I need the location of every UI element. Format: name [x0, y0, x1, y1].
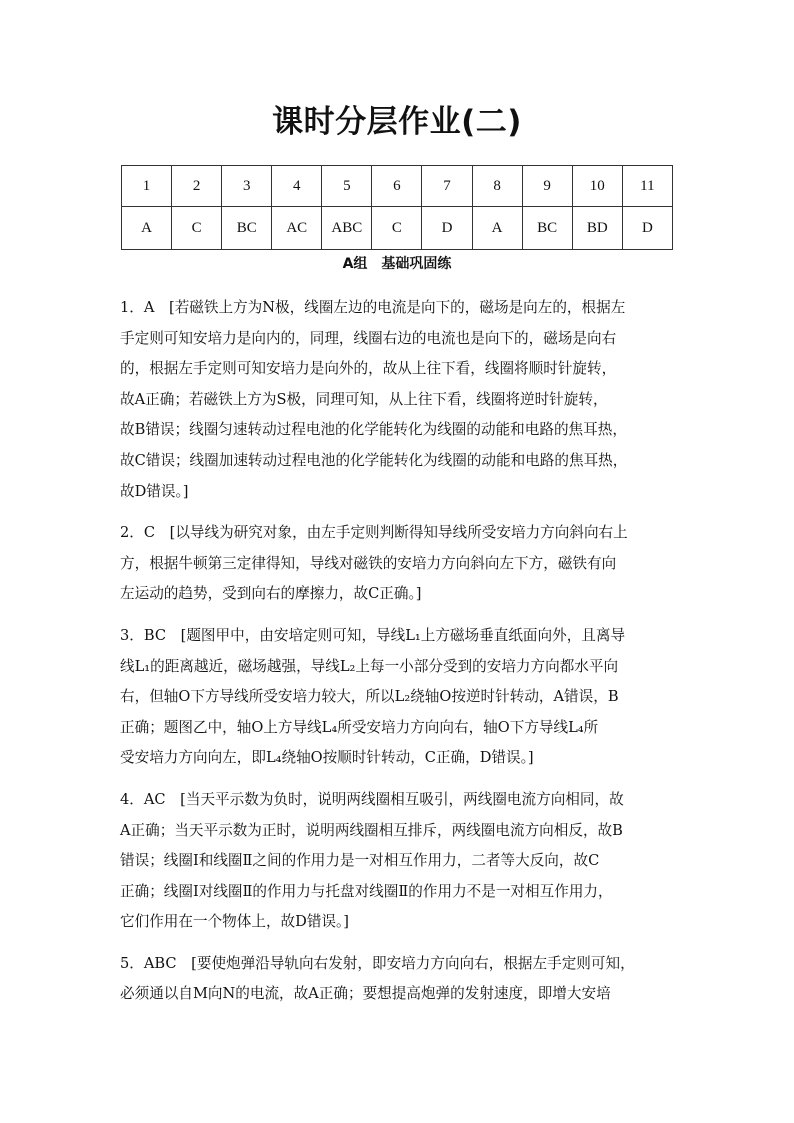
question-number: 1: [122, 166, 172, 207]
question-number: 3: [222, 166, 272, 207]
solution-line: 它们作用在一个物体上，故D错误。]: [120, 913, 350, 931]
solution-line: 5．ABC [要使炮弹沿导轨向右发射，即安培力方向向右，根据左手定则可知，: [120, 954, 635, 972]
question-number: 8: [472, 166, 522, 207]
answer-cell: C: [372, 207, 422, 250]
section-heading: A组 基础巩固练: [342, 256, 452, 272]
solution-item-5: [120, 949, 695, 1010]
solution-item-1: [120, 293, 695, 507]
question-number: 2: [172, 166, 222, 207]
question-number: 7: [422, 166, 472, 207]
solution-line: 故C错误；线圈加速转动过程电池的化学能转化为线圈的动能和电路的焦耳热，: [120, 451, 628, 469]
solution-line: 正确；线圈Ⅰ对线圈Ⅱ的作用力与托盘对线圈Ⅱ的作用力不是一对相互作用力，: [120, 882, 613, 900]
solution-item-2: [120, 518, 695, 610]
solutions-body: [120, 293, 695, 1010]
solution-line: 手定则可知安培力是向内的，同理，线圈右边的电流也是向下的，磁场是向右: [120, 329, 617, 347]
solution-item-3: [120, 621, 695, 774]
solution-line: 错误；线圈Ⅰ和线圈Ⅱ之间的作用力是一对相互作用力，二者等大反向，故C: [120, 852, 600, 870]
solution-line: 线L₁的距离越近，磁场越强，导线L₂上每一小部分受到的安培力方向都水平向: [120, 657, 619, 675]
answer-table-answer-row: [122, 207, 673, 250]
question-number: 11: [622, 166, 672, 207]
question-number: 4: [272, 166, 322, 207]
answer-table: [121, 165, 673, 250]
solution-line: 正确；题图乙中，轴O上方导线L₄所受安培力方向向右，轴O下方导线L₄所: [120, 718, 599, 736]
solution-line: A正确；当天平示数为正时，说明两线圈相互排斥，两线圈电流方向相反，故B: [120, 821, 623, 839]
answer-cell: BC: [222, 207, 272, 250]
answer-cell: ABC: [322, 207, 372, 250]
solution-line: 故D错误。]: [120, 482, 189, 500]
answer-cell: AC: [272, 207, 322, 250]
answer-table-number-row: [122, 166, 673, 207]
question-number: 5: [322, 166, 372, 207]
question-number: 10: [572, 166, 622, 207]
answer-cell: A: [472, 207, 522, 250]
page-title: 课时分层作业(二): [272, 104, 522, 140]
solution-line: 左运动的趋势，受到向右的摩擦力，故C正确。]: [120, 585, 422, 603]
solution-line: 方，根据牛顿第三定律得知，导线对磁铁的安培力方向斜向左下方，磁铁有向: [120, 554, 617, 572]
answer-cell: BD: [572, 207, 622, 250]
solution-line: 右，但轴O下方导线所受安培力较大，所以L₂绕轴O按逆时针转动，A错误，B: [120, 688, 619, 706]
answer-cell: C: [172, 207, 222, 250]
solution-line: 故A正确；若磁铁上方为S极，同理可知，从上往下看，线圈将逆时针旋转，: [120, 390, 608, 408]
answer-cell: D: [422, 207, 472, 250]
solution-line: 3．BC [题图甲中，由安培定则可知，导线L₁上方磁场垂直纸面向外，且离导: [120, 626, 626, 644]
solution-line: 必须通以自M向N的电流，故A正确；要想提高炮弹的发射速度，即增大安培: [120, 985, 611, 1003]
solution-line: 2．C [以导线为研究对象，由左手定则判断得知导线所受安培力方向斜向右上: [120, 524, 628, 542]
answer-cell: D: [622, 207, 672, 250]
solution-line: 故B错误；线圈匀速转动过程电池的化学能转化为线圈的动能和电路的焦耳热，: [120, 421, 627, 439]
answer-cell: A: [122, 207, 172, 250]
solution-line: 1．A [若磁铁上方为N极，线圈左边的电流是向下的，磁场是向左的，根据左: [120, 299, 626, 316]
solution-line: 4．AC [当天平示数为负时，说明两线圈相互吸引，两线圈电流方向相同，故: [120, 790, 624, 808]
solution-line: 受安培力方向向左，即L₄绕轴O按顺时针转动，C正确，D错误。]: [120, 749, 534, 767]
question-number: 6: [372, 166, 422, 207]
solution-item-4: [120, 785, 695, 938]
question-number: 9: [522, 166, 572, 207]
answer-cell: BC: [522, 207, 572, 250]
solution-line: 的，根据左手定则可知安培力是向外的，故从上往下看，线圈将顺时针旋转，: [120, 360, 617, 378]
